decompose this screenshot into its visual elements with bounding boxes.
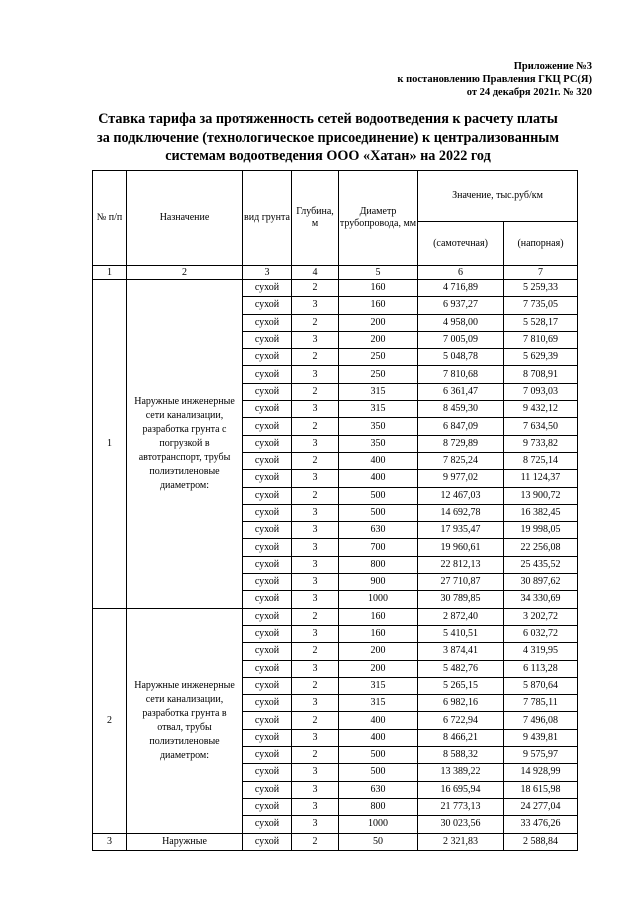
soil-cell: сухой (243, 574, 292, 591)
diameter-cell: 50 (339, 833, 418, 850)
gravity-value-cell: 16 695,94 (418, 781, 504, 798)
pressure-value-cell: 7 785,11 (504, 695, 578, 712)
depth-cell: 2 (292, 487, 339, 504)
pressure-value-cell: 33 476,26 (504, 816, 578, 833)
pressure-value-cell: 9 439,81 (504, 729, 578, 746)
diameter-cell: 800 (339, 798, 418, 815)
soil-cell: сухой (243, 366, 292, 383)
pressure-value-cell: 7 735,05 (504, 297, 578, 314)
gravity-value-cell: 7 005,09 (418, 331, 504, 348)
table-row (93, 833, 578, 850)
soil-cell: сухой (243, 331, 292, 348)
diameter-cell: 800 (339, 556, 418, 573)
depth-cell: 2 (292, 383, 339, 400)
soil-cell: сухой (243, 833, 292, 850)
gravity-value-cell: 3 874,41 (418, 643, 504, 660)
gravity-value-cell: 5 482,76 (418, 660, 504, 677)
depth-cell: 2 (292, 452, 339, 469)
gravity-value-cell: 5 265,15 (418, 677, 504, 694)
soil-cell: сухой (243, 816, 292, 833)
diameter-cell: 500 (339, 487, 418, 504)
soil-cell: сухой (243, 383, 292, 400)
soil-cell: сухой (243, 747, 292, 764)
depth-cell: 3 (292, 729, 339, 746)
depth-cell: 3 (292, 556, 339, 573)
document-title (60, 110, 596, 166)
table-row (93, 280, 578, 297)
pressure-value-cell: 13 900,72 (504, 487, 578, 504)
depth-cell: 3 (292, 660, 339, 677)
pressure-value-cell: 7 634,50 (504, 418, 578, 435)
gravity-value-cell: 6 937,27 (418, 297, 504, 314)
gravity-value-cell: 17 935,47 (418, 522, 504, 539)
header-num: № п/п (93, 171, 127, 266)
soil-cell: сухой (243, 608, 292, 625)
diameter-cell: 250 (339, 349, 418, 366)
pressure-value-cell: 5 528,17 (504, 314, 578, 331)
soil-cell: сухой (243, 349, 292, 366)
pressure-value-cell: 8 708,91 (504, 366, 578, 383)
pressure-value-cell: 5 870,64 (504, 677, 578, 694)
depth-cell: 3 (292, 435, 339, 452)
depth-cell: 3 (292, 625, 339, 642)
soil-cell: сухой (243, 504, 292, 521)
gravity-value-cell: 6 361,47 (418, 383, 504, 400)
depth-cell: 3 (292, 781, 339, 798)
pressure-value-cell: 3 202,72 (504, 608, 578, 625)
diameter-cell: 200 (339, 331, 418, 348)
pressure-value-cell: 7 496,08 (504, 712, 578, 729)
depth-cell: 2 (292, 280, 339, 297)
diameter-cell: 400 (339, 470, 418, 487)
pressure-value-cell: 30 897,62 (504, 574, 578, 591)
soil-cell: сухой (243, 798, 292, 815)
section-number: 2 (93, 608, 127, 833)
depth-cell: 2 (292, 314, 339, 331)
title-line-2: за подключение (технологическое присоединение) к централизованным (97, 129, 559, 146)
diameter-cell: 500 (339, 764, 418, 781)
header-pressure: (напорная) (504, 222, 578, 266)
gravity-value-cell: 4 716,89 (418, 280, 504, 297)
depth-cell: 2 (292, 747, 339, 764)
diameter-cell: 1000 (339, 591, 418, 608)
section-number: 3 (93, 833, 127, 850)
depth-cell: 3 (292, 764, 339, 781)
diameter-cell: 160 (339, 297, 418, 314)
depth-cell: 3 (292, 591, 339, 608)
gravity-value-cell: 30 789,85 (418, 591, 504, 608)
header-value: Значение, тыс.руб/км (418, 171, 578, 222)
pressure-value-cell: 9 733,82 (504, 435, 578, 452)
diameter-cell: 315 (339, 695, 418, 712)
column-number: 6 (418, 266, 504, 280)
depth-cell: 3 (292, 504, 339, 521)
diameter-cell: 630 (339, 781, 418, 798)
depth-cell: 3 (292, 816, 339, 833)
gravity-value-cell: 5 048,78 (418, 349, 504, 366)
soil-cell: сухой (243, 764, 292, 781)
depth-cell: 2 (292, 712, 339, 729)
soil-cell: сухой (243, 435, 292, 452)
depth-cell: 3 (292, 470, 339, 487)
gravity-value-cell: 6 847,09 (418, 418, 504, 435)
depth-cell: 2 (292, 608, 339, 625)
pressure-value-cell: 2 588,84 (504, 833, 578, 850)
depth-cell: 3 (292, 695, 339, 712)
appendix-header (397, 60, 592, 99)
soil-cell: сухой (243, 487, 292, 504)
gravity-value-cell: 27 710,87 (418, 574, 504, 591)
header-diameter: Диаметр трубопровода, мм (339, 171, 418, 266)
diameter-cell: 200 (339, 314, 418, 331)
diameter-cell: 900 (339, 574, 418, 591)
depth-cell: 2 (292, 349, 339, 366)
gravity-value-cell: 21 773,13 (418, 798, 504, 815)
pressure-value-cell: 9 575,97 (504, 747, 578, 764)
soil-cell: сухой (243, 470, 292, 487)
diameter-cell: 630 (339, 522, 418, 539)
pressure-value-cell: 22 256,08 (504, 539, 578, 556)
depth-cell: 3 (292, 574, 339, 591)
depth-cell: 3 (292, 539, 339, 556)
depth-cell: 3 (292, 297, 339, 314)
soil-cell: сухой (243, 781, 292, 798)
gravity-value-cell: 13 389,22 (418, 764, 504, 781)
diameter-cell: 200 (339, 643, 418, 660)
depth-cell: 3 (292, 331, 339, 348)
column-number: 2 (127, 266, 243, 280)
gravity-value-cell: 7 825,24 (418, 452, 504, 469)
diameter-cell: 200 (339, 660, 418, 677)
pressure-value-cell: 7 093,03 (504, 383, 578, 400)
header-purpose: Назначение (127, 171, 243, 266)
gravity-value-cell: 5 410,51 (418, 625, 504, 642)
gravity-value-cell: 8 466,21 (418, 729, 504, 746)
depth-cell: 2 (292, 643, 339, 660)
diameter-cell: 1000 (339, 816, 418, 833)
pressure-value-cell: 19 998,05 (504, 522, 578, 539)
soil-cell: сухой (243, 643, 292, 660)
gravity-value-cell: 22 812,13 (418, 556, 504, 573)
column-number: 3 (243, 266, 292, 280)
pressure-value-cell: 25 435,52 (504, 556, 578, 573)
diameter-cell: 250 (339, 366, 418, 383)
soil-cell: сухой (243, 729, 292, 746)
soil-cell: сухой (243, 314, 292, 331)
section-number: 1 (93, 280, 127, 609)
table-body (93, 280, 578, 851)
diameter-cell: 160 (339, 608, 418, 625)
depth-cell: 3 (292, 401, 339, 418)
depth-cell: 3 (292, 366, 339, 383)
soil-cell: сухой (243, 280, 292, 297)
table-row (93, 608, 578, 625)
gravity-value-cell: 8 729,89 (418, 435, 504, 452)
header-soil: вид грунта (243, 171, 292, 266)
soil-cell: сухой (243, 297, 292, 314)
gravity-value-cell: 19 960,61 (418, 539, 504, 556)
pressure-value-cell: 9 432,12 (504, 401, 578, 418)
diameter-cell: 160 (339, 280, 418, 297)
diameter-cell: 400 (339, 729, 418, 746)
soil-cell: сухой (243, 401, 292, 418)
soil-cell: сухой (243, 556, 292, 573)
section-purpose: Наружные инженерные сети канализации, разработка грунта в отвал, трубы полиэтиленовые диаметром: (127, 608, 243, 833)
section-purpose: Наружные (127, 833, 243, 850)
appendix-line-2: к постановлению Правления ГКЦ РС(Я) (397, 74, 592, 85)
section-purpose: Наружные инженерные сети канализации, разработка грунта с погрузкой в автотранспорт, трубы полиэтиленовые диаметром: (127, 280, 243, 609)
column-number: 1 (93, 266, 127, 280)
gravity-value-cell: 30 023,56 (418, 816, 504, 833)
gravity-value-cell: 12 467,03 (418, 487, 504, 504)
gravity-value-cell: 6 722,94 (418, 712, 504, 729)
pressure-value-cell: 6 032,72 (504, 625, 578, 642)
gravity-value-cell: 8 588,32 (418, 747, 504, 764)
column-number: 4 (292, 266, 339, 280)
diameter-cell: 700 (339, 539, 418, 556)
pressure-value-cell: 6 113,28 (504, 660, 578, 677)
tariff-table (92, 170, 578, 851)
soil-cell: сухой (243, 677, 292, 694)
soil-cell: сухой (243, 695, 292, 712)
diameter-cell: 350 (339, 418, 418, 435)
diameter-cell: 350 (339, 435, 418, 452)
pressure-value-cell: 11 124,37 (504, 470, 578, 487)
title-line-3: системам водоотведения ООО «Хатан» на 2022 год (165, 148, 491, 164)
gravity-value-cell: 8 459,30 (418, 401, 504, 418)
diameter-cell: 500 (339, 747, 418, 764)
gravity-value-cell: 6 982,16 (418, 695, 504, 712)
soil-cell: сухой (243, 625, 292, 642)
pressure-value-cell: 5 259,33 (504, 280, 578, 297)
gravity-value-cell: 7 810,68 (418, 366, 504, 383)
pressure-value-cell: 14 928,99 (504, 764, 578, 781)
gravity-value-cell: 14 692,78 (418, 504, 504, 521)
diameter-cell: 315 (339, 677, 418, 694)
diameter-cell: 315 (339, 383, 418, 400)
soil-cell: сухой (243, 522, 292, 539)
soil-cell: сухой (243, 591, 292, 608)
diameter-cell: 160 (339, 625, 418, 642)
title-line-1: Ставка тарифа за протяженность сетей водоотведения к расчету платы (98, 111, 558, 127)
diameter-cell: 400 (339, 452, 418, 469)
pressure-value-cell: 4 319,95 (504, 643, 578, 660)
column-number: 7 (504, 266, 578, 280)
pressure-value-cell: 24 277,04 (504, 798, 578, 815)
column-number: 5 (339, 266, 418, 280)
pressure-value-cell: 18 615,98 (504, 781, 578, 798)
depth-cell: 3 (292, 522, 339, 539)
pressure-value-cell: 8 725,14 (504, 452, 578, 469)
gravity-value-cell: 9 977,02 (418, 470, 504, 487)
gravity-value-cell: 2 872,40 (418, 608, 504, 625)
appendix-line-1: Приложение №3 (513, 61, 592, 72)
header-gravity: (самотечная) (418, 222, 504, 266)
soil-cell: сухой (243, 660, 292, 677)
soil-cell: сухой (243, 418, 292, 435)
gravity-value-cell: 2 321,83 (418, 833, 504, 850)
diameter-cell: 315 (339, 401, 418, 418)
pressure-value-cell: 34 330,69 (504, 591, 578, 608)
pressure-value-cell: 16 382,45 (504, 504, 578, 521)
soil-cell: сухой (243, 712, 292, 729)
soil-cell: сухой (243, 452, 292, 469)
depth-cell: 2 (292, 418, 339, 435)
depth-cell: 3 (292, 798, 339, 815)
diameter-cell: 500 (339, 504, 418, 521)
appendix-line-3: от 24 декабря 2021г. № 320 (466, 87, 592, 98)
pressure-value-cell: 5 629,39 (504, 349, 578, 366)
pressure-value-cell: 7 810,69 (504, 331, 578, 348)
soil-cell: сухой (243, 539, 292, 556)
header-depth: Глубина, м (292, 171, 339, 266)
gravity-value-cell: 4 958,00 (418, 314, 504, 331)
depth-cell: 2 (292, 677, 339, 694)
depth-cell: 2 (292, 833, 339, 850)
diameter-cell: 400 (339, 712, 418, 729)
